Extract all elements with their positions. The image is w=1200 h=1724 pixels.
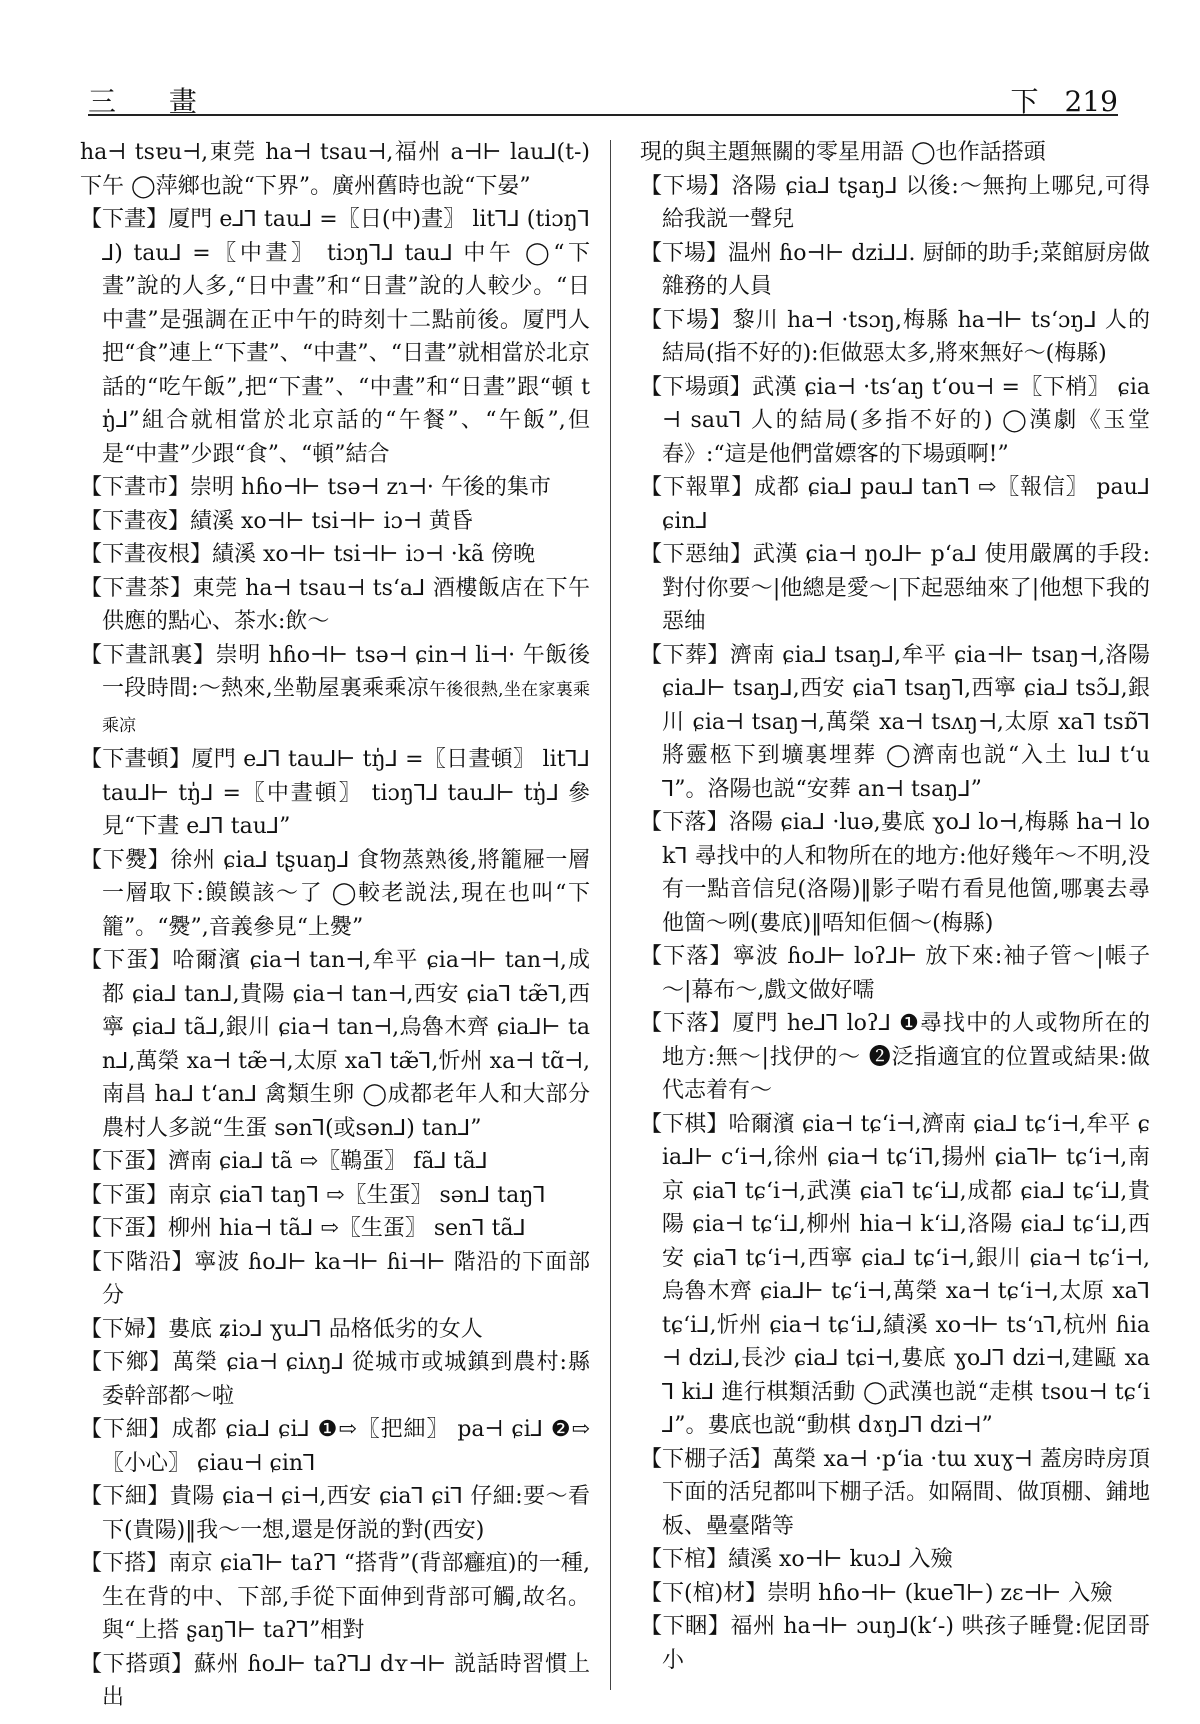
dictionary-entry bbox=[640, 170, 1150, 237]
dictionary-entry bbox=[640, 639, 1150, 807]
entry-text: 【下落】洛陽 ɕia⅃ ·luə,婁底 ɣo⅃ lo⊣,梅縣 ha⊣ lok⅂ 尋找中的人和物所在的地方:他好幾年～不明,没有一點音信兒(洛陽)‖影子啱冇看見他箇,哪裏去尋他箇～咧(婁底)‖唔知佢個～(梅縣) bbox=[640, 810, 1150, 936]
entry-text: 【下晝】厦門 e⅃⅂ tau⅃ =〖日(中)晝〗 lit⅂⅃ (tiɔŋ⅂⅃) tau⅃ =〖中晝〗 tiɔŋ⅂⅃ tau⅃ 中午 ◯“下晝”說的人多,“日中晝”和“日晝”說的人較少。“日中晝”是强調在正中午的時刻十二點前後。厦門人把“食”連上“下晝”、“中晝”、“日晝”就相當於北京話的“吃午飯”,把“下晝”、“中晝”和“日晝”跟“頓 tŋ̍⅃”組合就相當於北京話的“午餐”、“午飯”,但是“中晝”少跟“食”、“頓”結合 bbox=[80, 207, 590, 467]
entry-text: 【下搭頭】蘇州 ɦo⅃⊢ taʔ⅂⅃ dʏ⊣⊢ 説話時習慣上出 bbox=[80, 1651, 590, 1710]
entry-text: 【下(棺)材】崇明 hɦo⊣⊢ (kue⅂⊢) zɛ⊣⊢ 入殮 bbox=[640, 1580, 1113, 1606]
dictionary-entry bbox=[640, 304, 1150, 371]
dictionary-entry bbox=[80, 743, 590, 844]
dictionary-entry bbox=[80, 1246, 590, 1313]
dictionary-entry bbox=[640, 371, 1150, 472]
dictionary-entry bbox=[80, 1145, 590, 1179]
column-divider bbox=[610, 140, 611, 1690]
page-number: 219 bbox=[1064, 85, 1118, 118]
dictionary-entry bbox=[640, 1443, 1150, 1544]
entry-text: 現的與主題無關的零星用語 ◯也作話搭頭 bbox=[640, 140, 1046, 165]
dictionary-entry bbox=[80, 505, 590, 539]
entry-text: 【下鄉】萬榮 ɕia⊣ ɕiʌŋ⅃ 從城市或城鎮到農村:縣委幹部都～啦 bbox=[80, 1350, 590, 1409]
entry-text: ha⊣ tsɐu⊣,東莞 ha⊣ tsau⊣,福州 a⊣⊢ lau⅃(t-)下午 ◯萍鄉也說“下界”。廣州舊時也說“下晏” bbox=[80, 140, 590, 199]
section-title: 三 畫 bbox=[88, 85, 219, 118]
dictionary-entry bbox=[640, 471, 1150, 538]
dictionary-entry bbox=[80, 1212, 590, 1246]
right-column bbox=[640, 136, 1150, 1677]
entry-text: 【下細】貴陽 ɕia⊣ ɕi⊣,西安 ɕia⅂ ɕi⅂ 仔細:要～看下(貴陽)‖我～一想,還是伢説的對(西安) bbox=[80, 1484, 590, 1543]
continued-entry bbox=[640, 136, 1150, 170]
dictionary-entry bbox=[80, 203, 590, 471]
dictionary-entry bbox=[640, 1108, 1150, 1443]
entry-text: 【下報單】成都 ɕia⅃ pau⅃ tan⅂ ⇨〖報信〗 pau⅃ ɕin⅃ bbox=[640, 475, 1150, 534]
header-char: 下 bbox=[1010, 85, 1039, 118]
entry-text: 【下睏】福州 ha⊣⊢ ɔuŋ⅃(kʻ-) 哄孩子睡覺:伲囝哥小 bbox=[640, 1614, 1150, 1673]
dictionary-entry bbox=[80, 1413, 590, 1480]
entry-text: 【下搭】南京 ɕia⅂⊢ taʔ⅂ “搭背”(背部癰疽)的一種,生在背的中、下部,手從下面伸到背部可觸,故名。與“上搭 ʂaŋ⅂⊢ taʔ⅂”相對 bbox=[80, 1551, 590, 1643]
dictionary-entry bbox=[80, 1547, 590, 1648]
entry-text: 【下惡䌷】武漢 ɕia⊣ ŋo⅃⊢ pʻa⅃ 使用嚴厲的手段:對付你要～|他總是愛～|下起惡䌷來了|他想下我的惡䌷 bbox=[640, 542, 1150, 634]
dictionary-entry bbox=[80, 1480, 590, 1547]
dictionary-entry bbox=[80, 944, 590, 1145]
entry-text: 【下棚子活】萬榮 xa⊣ ·pʻia ·tɯ xuɣ⊣ 蓋房時房頂下面的活兒都叫下棚子活。如隔間、做頂棚、鋪地板、壘臺階等 bbox=[640, 1446, 1150, 1539]
dictionary-entry bbox=[80, 844, 590, 945]
entry-text: 【下階沿】寧波 ɦo⅃⊢ ka⊣⊢ ɦi⊣⊢ 階沿的下面部分 bbox=[80, 1249, 590, 1308]
entry-text: 【下蛋】南京 ɕia⅂ taŋ⅂ ⇨〖生蛋〗 sən⅃ taŋ⅂ bbox=[80, 1182, 546, 1208]
entry-text: 【下場】洛陽 ɕia⅃ tʂaŋ⅃ 以後:～無拘上哪兒,可得給我説一聲兒 bbox=[640, 173, 1150, 232]
dictionary-entry bbox=[640, 237, 1150, 304]
dictionary-entry bbox=[80, 572, 590, 639]
dictionary-entry bbox=[80, 639, 590, 744]
entry-text: 【下細】成都 ɕia⅃ ɕi⅃ ❶⇨〖把細〗 pa⊣ ɕi⅃ ❷⇨〖小心〗 ɕiau⊣ ɕin⅂ bbox=[80, 1417, 590, 1476]
entry-text: 【下晝頓】厦門 e⅃⅂ tau⅃⊢ tŋ̍⅃ =〖日晝頓〗 lit⅂⅃ tau⅃⊢ tŋ̍⅃ =〖中晝頓〗 tiɔŋ⅂⅃ tau⅃⊢ tŋ̍⅃ 參見“下晝 e⅃⅂ tau⅃” bbox=[80, 747, 590, 839]
entry-text: 【下晝市】崇明 hɦo⊣⊢ tsə⊣ zɿ⊣· 午後的集市 bbox=[80, 475, 551, 500]
entry-text: 【下棋】哈爾濱 ɕia⊣ tɕʻi⊣,濟南 ɕia⅃ tɕʻi⊣,牟平 ɕia⅃⊢ cʻi⊣,徐州 ɕia⊣ tɕʻi⅂,揚州 ɕia⅂⊢ tɕʻi⊣,南京 ɕia⅂ tɕʻi⊣,武漢 ɕia⅂ tɕʻi⅃,成都 ɕia⅃ tɕʻi⅃,貴陽 ɕia⊣ tɕʻi⅃,柳州 hia⊣ kʻi⅃,洛陽 ɕia⅃ tɕʻi⅃,西安 ɕia⅂ tɕʻi⊣,西寧 ɕia⅃ tɕʻi⊣,銀川 ɕia⊣ tɕʻi⊣,烏魯木齊 ɕia⅃⊢ tɕʻi⊣,萬榮 xa⊣ tɕʻi⊣,太原 xa⅂ tɕʻi⅃,忻州 ɕia⊣ tɕʻi⅃,績溪 xo⊣⊢ tsʻɿ⅂,杭州 ɦia⊣ dzi⅃,長沙 ɕia⅃ tɕi⊣,婁底 ɣo⅃⅂ dzi⊣,建甌 xa⅂ ki⅃ 進行棋類活動 ◯武漢也説“走棋 tsou⊣ tɕʻi⅃”。婁底也説“動棋 dɤŋ⅃⅂ dzi⊣” bbox=[640, 1111, 1150, 1438]
entry-text: 【下葬】濟南 ɕia⅃ tsaŋ⅃,牟平 ɕia⊣⊢ tsaŋ⊣,洛陽 ɕia⅃⊢ tsaŋ⅃,西安 ɕia⅂ tsaŋ⅂,西寧 ɕia⅃ tsɔ̃⅃,銀川 ɕia⊣ tsaŋ⊣,萬榮 xa⊣ tsʌŋ⊣,太原 xa⅂ tsɒ̃⅂ 將靈柩下到壙裏埋葬 ◯濟南也説“入土 lu⅃ tʻu⅂”。洛陽也説“安葬 an⊣ tsaŋ⅃” bbox=[640, 642, 1150, 802]
entry-text: 【下落】寧波 ɦo⅃⊢ loʔ⅃⊢ 放下來:袖子管～|帳子～|幕布～,戲文做好嚅 bbox=[640, 944, 1150, 1003]
dictionary-entry bbox=[80, 1313, 590, 1347]
dictionary-entry bbox=[640, 940, 1150, 1007]
entry-text: 【下場】温州 ɦo⊣⊢ dzi⅃⅃. 厨師的助手;菜館厨房做雜務的人員 bbox=[640, 240, 1150, 299]
entry-text: 【下晝夜根】績溪 xo⊣⊢ tsi⊣⊢ iɔ⊣ ·kã 傍晚 bbox=[80, 542, 536, 567]
left-column bbox=[80, 136, 590, 1715]
entry-text: 【下蛋】濟南 ɕia⅃ tã ⇨〖䳬蛋〗 fã⅃ tã⅃ bbox=[80, 1149, 488, 1174]
continued-entry bbox=[80, 136, 590, 203]
dictionary-entry bbox=[80, 1179, 590, 1213]
page-header bbox=[88, 74, 1118, 118]
entry-text: 【下晝訊裏】崇明 hɦo⊣⊢ tsə⊣ ɕin⊣ li⊣· 午飯後一段時間:～熱來,坐勒屋裏乘乘凉 bbox=[80, 642, 590, 701]
dictionary-entry bbox=[640, 538, 1150, 639]
dictionary-entry bbox=[640, 1610, 1150, 1677]
dictionary-entry bbox=[640, 1577, 1150, 1611]
entry-text: 【下棺】績溪 xo⊣⊢ kuɔ⅃ 入殮 bbox=[640, 1547, 953, 1572]
entry-text: 【下婦】婁底 ʑiɔ⅃ ɣu⅃⅂ 品格低劣的女人 bbox=[80, 1316, 483, 1342]
dictionary-entry bbox=[640, 806, 1150, 940]
header-rule bbox=[88, 114, 1118, 116]
entry-text: 【下晝茶】東莞 ha⊣ tsau⊣ tsʻa⅃ 酒樓飯店在下午供應的點心、茶水:飲～ bbox=[80, 575, 590, 634]
dictionary-entry bbox=[80, 1346, 590, 1413]
dictionary-entry bbox=[640, 1007, 1150, 1108]
dictionary-entry bbox=[80, 538, 590, 572]
entry-text: 【下場頭】武漢 ɕia⊣ ·tsʻaŋ tʻou⊣ =〖下梢〗 ɕia⊣ sau⅂ 人的結局(多指不好的) ◯漢劇《玉堂春》:“這是他們當嫖客的下場頭啊!” bbox=[640, 374, 1150, 467]
entry-gloss: 午後很熱,坐在家裏乘乘凉 bbox=[102, 680, 590, 736]
entry-text: 【下蛋】哈爾濱 ɕia⊣ tan⊣,牟平 ɕia⊣⊢ tan⊣,成都 ɕia⅃ tan⅃,貴陽 ɕia⊣ tan⊣,西安 ɕia⅂ tæ̃⅂,西寧 ɕia⅃ tã⅃,銀川 ɕia⊣ tan⊣,烏魯木齊 ɕia⅃⊢ tan⅃,萬榮 xa⊣ tæ̃⊣,太原 xa⅂ tæ̃⅂,忻州 xa⊣ tɑ̃⊣,南昌 ha⅃ tʻan⅃ 禽類生卵 ◯成都老年人和大部分農村人多説“生蛋 sən⅂(或sən⅃) tan⅃” bbox=[80, 948, 590, 1141]
entry-text: 【下蛋】柳州 hia⊣ tã⅃ ⇨〖生蛋〗 sen⅂ tã⅃ bbox=[80, 1216, 526, 1241]
entry-text: 【下㸑】徐州 ɕia⅃ tʂuaŋ⅃ 食物蒸熟後,將籠屜一層一層取下:饃饃該～了 ◯較老説法,現在也叫“下籠”。“㸑”,音義參見“上㸑” bbox=[80, 847, 590, 940]
entry-text: 【下落】厦門 he⅃⅂ loʔ⅃ ❶尋找中的人或物所在的地方:無～|找伊的～ ❷泛指適宜的位置或結果:做代志着有～ bbox=[640, 1011, 1150, 1103]
dictionary-entry bbox=[80, 471, 590, 505]
entry-text: 【下晝夜】績溪 xo⊣⊢ tsi⊣⊢ iɔ⊣ 黄昏 bbox=[80, 508, 473, 534]
dictionary-entry bbox=[80, 1648, 590, 1715]
entry-text: 【下場】黎川 ha⊣ ·tsɔŋ,梅縣 ha⊣⊢ tsʻɔŋ⅃ 人的結局(指不好的):佢做惡太多,將來無好～(梅縣) bbox=[640, 307, 1150, 366]
dictionary-entry bbox=[640, 1543, 1150, 1577]
